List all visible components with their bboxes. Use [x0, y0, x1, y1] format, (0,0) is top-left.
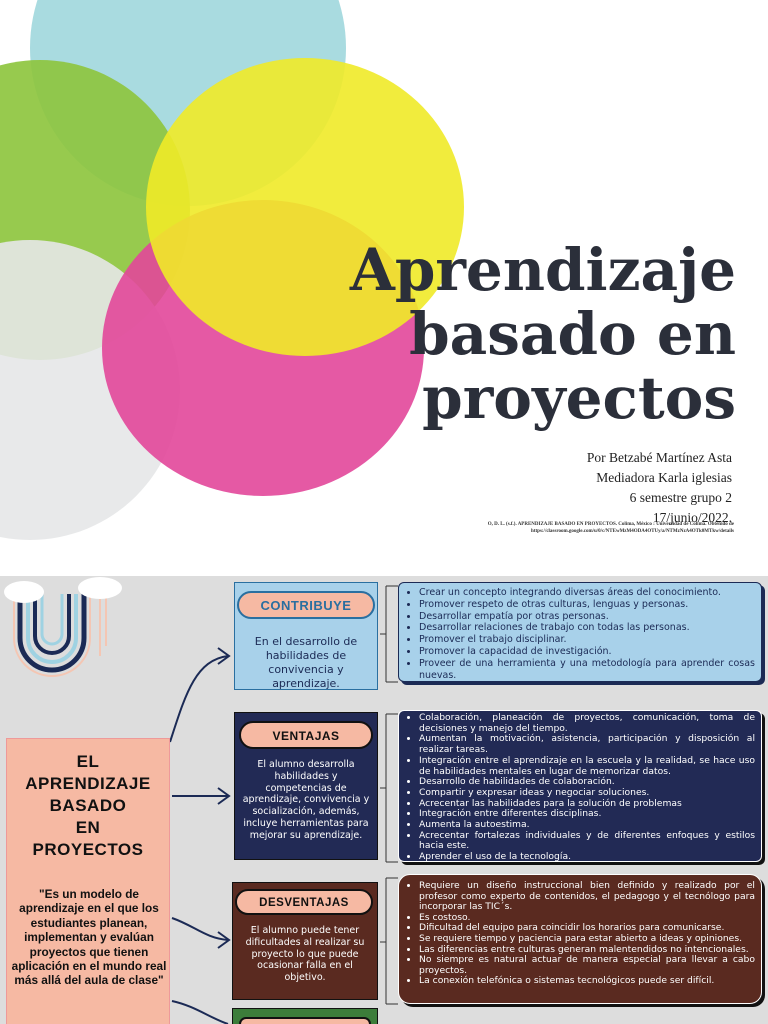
list-item: • Promover la capacidad de investigación. — [419, 646, 755, 658]
title-line: Aprendizaje — [349, 236, 736, 304]
main-concept-box — [6, 738, 170, 1024]
author-line: 6 semestre grupo 2 — [629, 490, 732, 505]
author-line: Por Betzabé Martínez Asta — [586, 450, 732, 465]
list-item: • No siempre es natural actuar de manera especial para llevar a cabo proyectos. — [419, 955, 755, 976]
list-item: • Desarrollar empatía por otras personas. — [419, 611, 755, 623]
author-line: 17/junio/2022. — [652, 510, 732, 525]
contribuye-list-box — [398, 582, 762, 682]
citation — [374, 521, 734, 535]
list-item: • Requiere un diseño instruccional bien definido y realizado por el profesor como experto de contenidos, el pedagogo y el tecnólogo para incorporar las TIC´s. — [419, 881, 755, 913]
list-item: • Aumentan la motivación, asistencia, participación y disposición al realizar tareas. — [419, 734, 755, 755]
next-label — [239, 1017, 371, 1024]
list-item: • Proveer de una herramienta y una metodología para aprender cosas nuevas. — [419, 658, 755, 682]
cover-title — [350, 238, 736, 430]
list-item: • Aumenta la autoestima. — [419, 820, 755, 831]
contribuye-label: CONTRIBUYE — [237, 591, 375, 619]
main-title — [7, 751, 169, 861]
list-item: • Colaboración, planeación de proyectos, comunicación, toma de decisiones y manejo del tiempo. — [419, 713, 755, 734]
list-item: • Acrecentar fortalezas individuales y de diferentes enfoques y estilos hacia este. — [419, 831, 755, 852]
list-item: • Desarrollo de habilidades de colaboración. — [419, 777, 755, 788]
list-item: • Aprender el uso de la tecnología. — [419, 852, 755, 863]
list-item: • Integración entre el aprendizaje en la escuela y la realidad, se hace uso de habilidades mentales en lugar de memorizar datos. — [419, 756, 755, 777]
list-item: • Promover el trabajo disciplinar. — [419, 634, 755, 646]
definition-quote: "Es un modelo de aprendizaje en el que los estudiantes planean, implementan y evalúan proyectos que tienen aplicación en el mundo real más allá del aula de clase" — [11, 887, 167, 988]
title-line: proyectos — [422, 364, 736, 432]
list-item: • La conexión telefónica o sistemas tecnológicos puede ser difícil. — [419, 976, 755, 987]
contribuye-list — [399, 587, 761, 681]
list-item: • Es costoso. — [419, 913, 755, 924]
desventajas-label: DESVENTAJAS — [235, 889, 373, 915]
list-item: • Compartir y expresar ideas y negociar soluciones. — [419, 788, 755, 799]
concept-map-page — [0, 576, 768, 1024]
list-item: • Dificultad del equipo para coincidir los horarios para comunicarse. — [419, 923, 755, 934]
ventajas-label: VENTAJAS — [239, 721, 373, 749]
list-item: • Promover respeto de otras culturas, lenguas y personas. — [419, 599, 755, 611]
list-item: • Integración entre diferentes disciplinas. — [419, 809, 755, 820]
list-item: • Acrecentar las habilidades para la solución de problemas — [419, 799, 755, 810]
contribuye-description: En el desarrollo de habilidades de convivencia y aprendizaje. — [254, 635, 358, 690]
ventajas-list — [399, 713, 761, 863]
main-title-line: EN — [75, 818, 101, 837]
desventajas-list — [399, 881, 761, 987]
list-item: • Desarrollar relaciones de trabajo con todas las personas. — [419, 622, 755, 634]
main-title-line: APRENDIZAJE — [25, 774, 151, 793]
citation-line: https://classroom.google.com/u/0/c/NTEwMzM4ODA4OTUy/a/NTMzNzA4OTk0MTkw/details — [531, 529, 734, 534]
author-info — [587, 448, 732, 528]
main-title-line: BASADO — [49, 796, 127, 815]
list-item: • Se requiere tiempo y paciencia para estar abierto a ideas y opiniones. — [419, 934, 755, 945]
list-item: • Las diferencias entre culturas generan malentendidos no intencionales. — [419, 945, 755, 956]
desventajas-list-box — [398, 874, 762, 1004]
ventajas-list-box — [398, 710, 762, 862]
ventajas-box — [234, 712, 378, 860]
desventajas-description: El alumno puede tener dificultades al realizar su proyecto lo que puede ocasionar falla en el objetivo. — [245, 925, 365, 984]
desventajas-box — [232, 882, 378, 1000]
contribuye-box — [234, 582, 378, 690]
main-title-line: PROYECTOS — [32, 840, 144, 859]
list-item: • Crear un concepto integrando diversas áreas del conocimiento. — [419, 587, 755, 599]
citation-line: O, D. L. (s.f.). APRENDIZAJE BASADO EN PROYECTOS. Colima, México : Universidad de Colima. Obtenido de — [487, 522, 734, 527]
next-box — [232, 1008, 378, 1024]
main-title-line: EL — [76, 752, 100, 771]
title-line: basado en — [409, 300, 736, 368]
author-line: Mediadora Karla iglesias — [596, 470, 732, 485]
ventajas-description: El alumno desarrolla habilidades y competencias de aprendizaje, convivencia y socialización, además, incluye herramientas para mejorar su aprendizaje. — [242, 759, 370, 841]
